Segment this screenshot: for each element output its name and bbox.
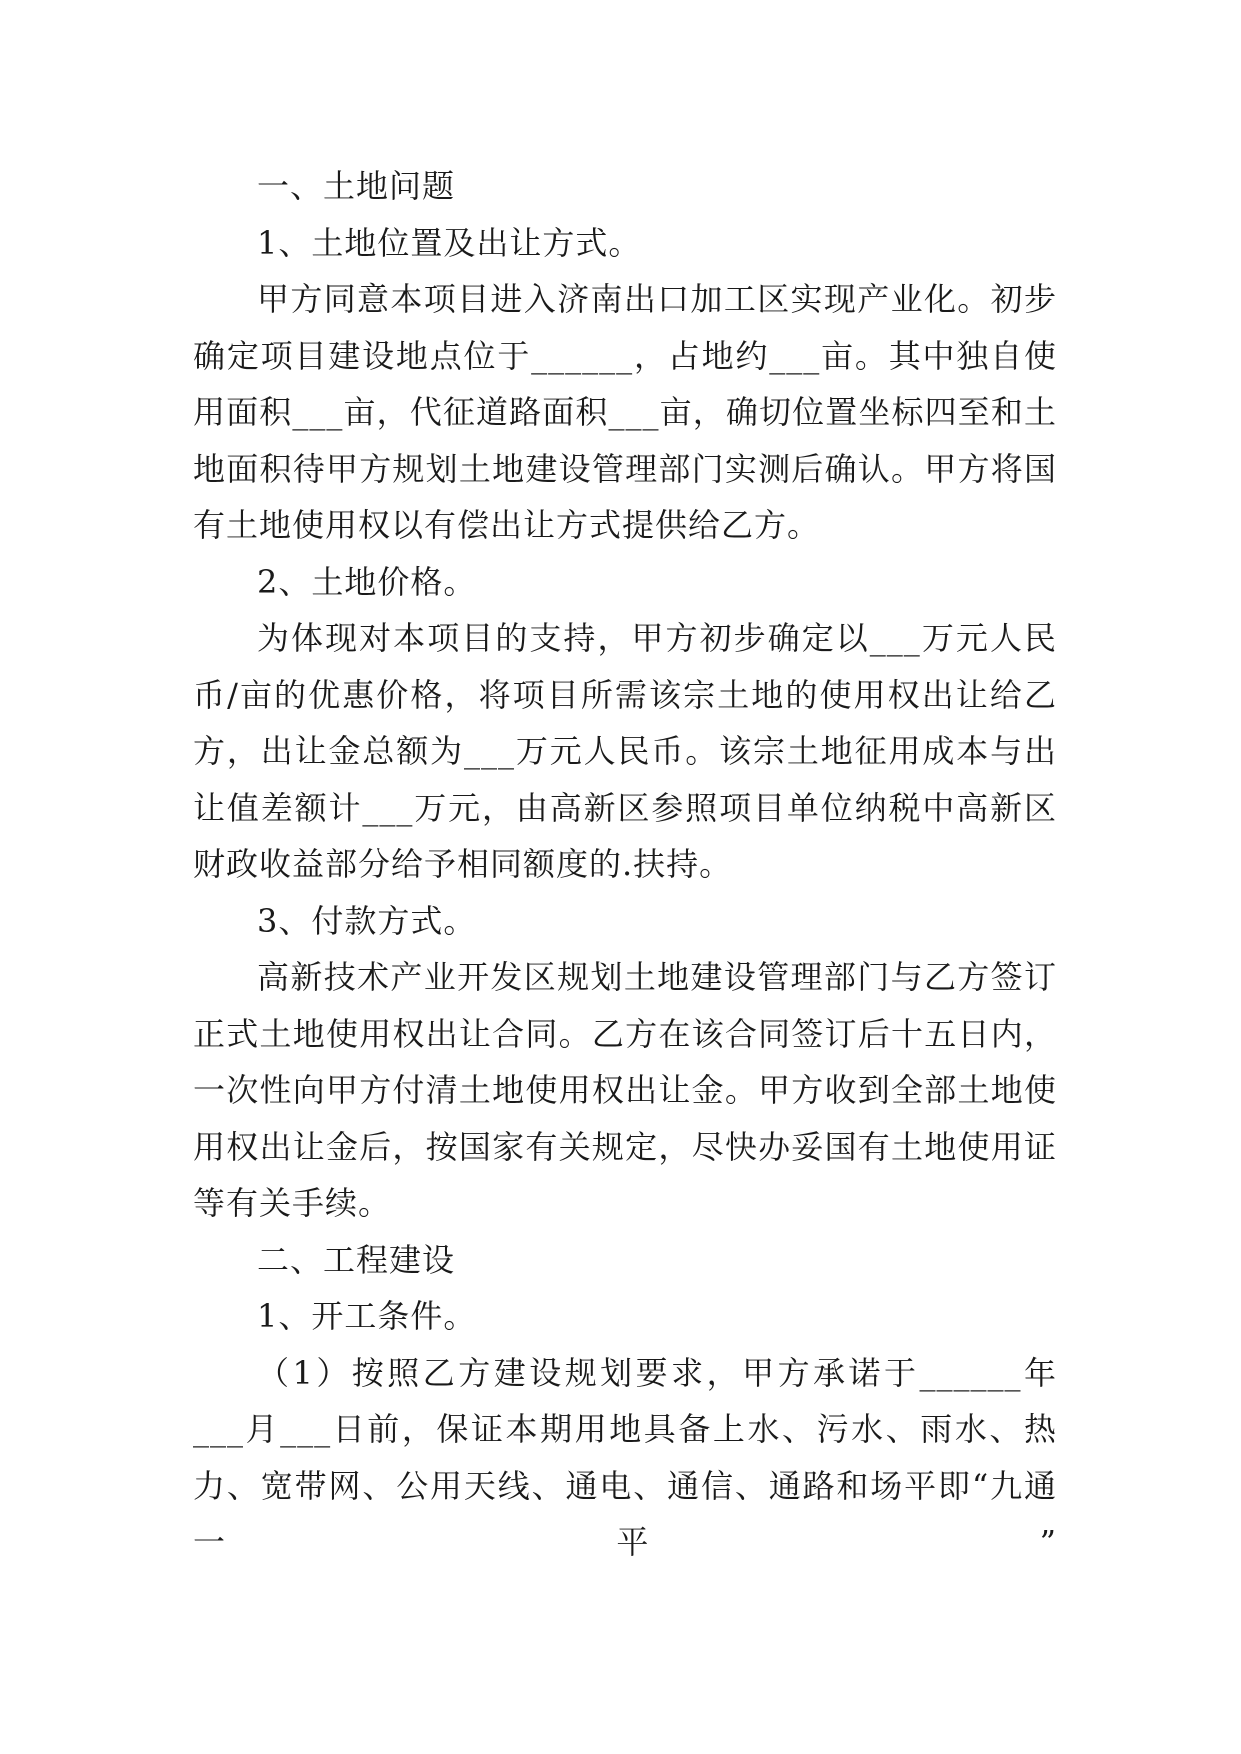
document-body: [193, 158, 1057, 1571]
paragraph-land-price: 为体现对本项目的支持，甲方初步确定以___万元人民币/亩的优惠价格，将项目所需该宗土地的使用权出让给乙方，出让金总额为___万元人民币。该宗土地征用成本与出让值差额计___万元，由高新区参照项目单位纳税中高新区财政收益部分给予相同额度的.扶持。: [193, 619, 1057, 883]
subheading-payment-method: 3、付款方式。: [257, 901, 477, 940]
paragraph-payment-method: 高新技术产业开发区规划土地建设管理部门与乙方签订正式土地使用权出让合同。乙方在该合同签订后十五日内，一次性向甲方付清土地使用权出让金。甲方收到全部土地使用权出让金后，按国家有关规定，尽快办妥国有土地使用证等有关手续。: [193, 958, 1057, 1222]
section-heading-construction: 二、工程建设: [257, 1240, 456, 1279]
subheading-land-price: 2、土地价格。: [257, 562, 477, 601]
section-heading-land: 一、土地问题: [257, 167, 456, 205]
paragraph-land-location: 甲方同意本项目进入济南出口加工区实现产业化。初步确定项目建设地点位于______，占地约___亩。其中独自使用面积___亩，代征道路面积___亩，确切位置坐标四至和土地面积待甲方规划土地建设管理部门实测后确认。甲方将国有土地使用权以有偿出让方式提供给乙方。: [193, 280, 1057, 544]
subheading-land-location: 1、土地位置及出让方式。: [257, 223, 642, 262]
subheading-start-conditions: 1、开工条件。: [257, 1297, 477, 1335]
paragraph-start-conditions: （1）按照乙方建设规划要求，甲方承诺于______年___月___日前，保证本期用地具备上水、污水、雨水、热力、宽带网、公用天线、通电、通信、通路和场平即“九通一平”: [193, 1353, 1057, 1561]
